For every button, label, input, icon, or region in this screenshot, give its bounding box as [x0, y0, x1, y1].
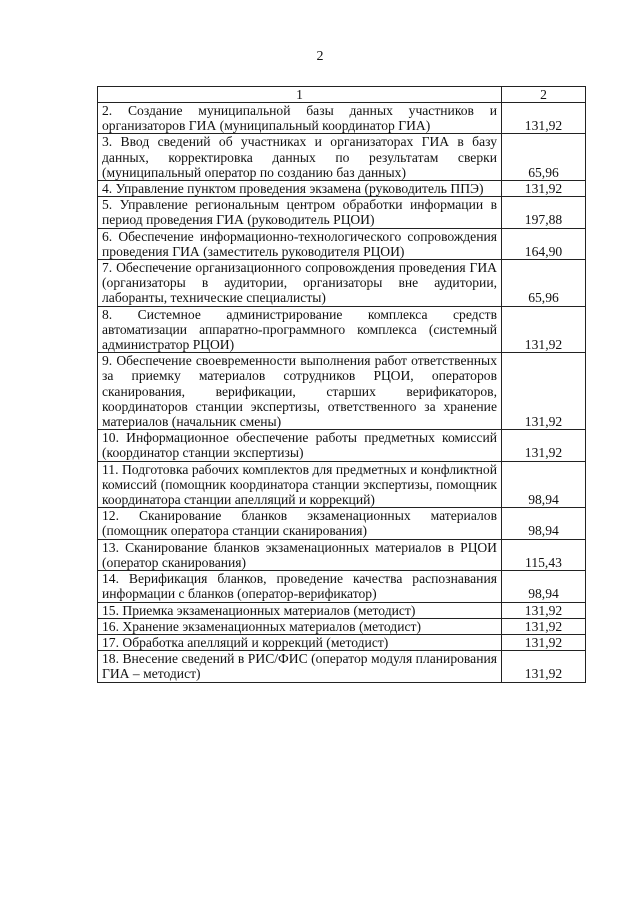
row-description: 13. Сканирование бланков экзаменационных материалов в РЦОИ (оператор сканирования) — [98, 539, 502, 570]
table-row — [98, 228, 586, 259]
row-value: 131,92 — [502, 430, 586, 461]
row-description: 6. Обеспечение информационно-технологического сопровождения проведения ГИА (заместитель руководителя РЦОИ) — [98, 228, 502, 259]
row-description: 12. Сканирование бланков экзаменационных материалов (помощник оператора станции сканирования) — [98, 508, 502, 539]
column-header-2: 2 — [502, 87, 586, 103]
row-description: 18. Внесение сведений в РИС/ФИС (оператор модуля планирования ГИА – методист) — [98, 651, 502, 682]
row-description: 8. Системное администрирование комплекса средств автоматизации аппаратно-программного комплекса (системный администратор РЦОИ) — [98, 306, 502, 353]
row-description: 14. Верификация бланков, проведение качества распознавания информации с бланков (оператор-верификатор) — [98, 571, 502, 602]
table-row — [98, 618, 586, 634]
table-row — [98, 260, 586, 307]
row-value: 131,92 — [502, 618, 586, 634]
row-description: 17. Обработка апелляций и коррекций (методист) — [98, 634, 502, 650]
row-value: 115,43 — [502, 539, 586, 570]
row-value: 164,90 — [502, 228, 586, 259]
table-row — [98, 461, 586, 508]
table-row — [98, 508, 586, 539]
row-value: 131,92 — [502, 353, 586, 430]
row-value: 98,94 — [502, 461, 586, 508]
row-value: 131,92 — [502, 651, 586, 682]
table-row — [98, 103, 586, 134]
row-description: 7. Обеспечение организационного сопровождения проведения ГИА (организаторы в аудитории, организаторы вне аудитории, лаборанты, технические специалисты) — [98, 260, 502, 307]
table-header-row — [98, 87, 586, 103]
row-description: 4. Управление пунктом проведения экзамена (руководитель ППЭ) — [98, 181, 502, 197]
table-row — [98, 602, 586, 618]
row-value: 131,92 — [502, 634, 586, 650]
row-value: 131,92 — [502, 103, 586, 134]
table-row — [98, 571, 586, 602]
table-row — [98, 539, 586, 570]
column-header-1: 1 — [98, 87, 502, 103]
row-description: 5. Управление региональным центром обработки информации в период проведения ГИА (руководитель РЦОИ) — [98, 197, 502, 228]
row-value: 65,96 — [502, 260, 586, 307]
table-row — [98, 197, 586, 228]
table-row — [98, 181, 586, 197]
row-value: 131,92 — [502, 181, 586, 197]
row-description: 9. Обеспечение своевременности выполнения работ ответственных за приемку материалов сотрудников РЦОИ, операторов сканирования, верификации, старших верификаторов, координаторов станции экспертизы, ответственного за хранение материалов (начальник смены) — [98, 353, 502, 430]
rates-table — [97, 86, 586, 683]
row-value: 197,88 — [502, 197, 586, 228]
table-row — [98, 651, 586, 682]
row-description: 2. Создание муниципальной базы данных участников и организаторов ГИА (муниципальный координатор ГИА) — [98, 103, 502, 134]
table-row — [98, 353, 586, 430]
table-row — [98, 430, 586, 461]
row-description: 10. Информационное обеспечение работы предметных комиссий (координатор станции экспертизы) — [98, 430, 502, 461]
row-description: 15. Приемка экзаменационных материалов (методист) — [98, 602, 502, 618]
table-row — [98, 634, 586, 650]
row-value: 131,92 — [502, 306, 586, 353]
table-row — [98, 134, 586, 181]
page-number: 2 — [316, 49, 324, 64]
row-description: 11. Подготовка рабочих комплектов для предметных и конфликтной комиссий (помощник координатора станции экспертизы, помощник координатора станции апелляций и коррекций) — [98, 461, 502, 508]
row-description: 16. Хранение экзаменационных материалов (методист) — [98, 618, 502, 634]
row-value: 65,96 — [502, 134, 586, 181]
row-value: 98,94 — [502, 508, 586, 539]
row-value: 131,92 — [502, 602, 586, 618]
table-row — [98, 306, 586, 353]
row-value: 98,94 — [502, 571, 586, 602]
row-description: 3. Ввод сведений об участниках и организаторах ГИА в базу данных, корректировка данных по результатам сверки (муниципальный оператор по созданию баз данных) — [98, 134, 502, 181]
